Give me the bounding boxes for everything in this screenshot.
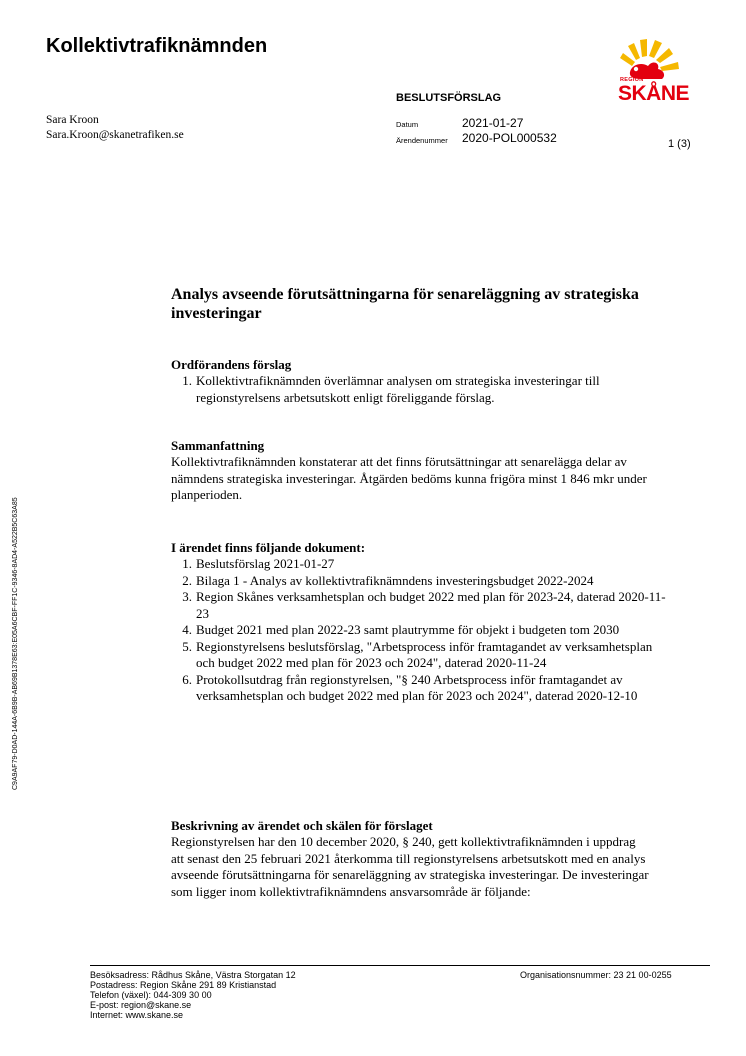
list-item	[171, 622, 671, 639]
description-text: Regionstyrelsen har den 10 december 2020, § 240, gett kollektivtrafiknämnden i uppdrag att senast den 25 februari 2021 återkomma till regionstyrelsens arbetsutskott med en analys avseende förutsättningarna för senareläggning av strategiska investeringar. De investeringar som ligger inom kollektivtrafiknämndens ansvarsområde är följande:	[171, 834, 649, 899]
date-label: Datum	[396, 120, 419, 129]
summary-text: Kollektivtrafiknämnden konstaterar att det finns förutsättningar att senarelägga delar av nämndens strategiska investeringar. Åtgärden bedöms kunna frigöra minst 1 846 mkr under planperioden.	[171, 454, 647, 502]
author-email: Sara.Kroon@skanetrafiken.se	[46, 129, 184, 141]
proposal-title: Ordförandens förslag	[171, 357, 292, 372]
list-item	[171, 639, 671, 672]
logo-region-text: REGION	[620, 77, 644, 83]
author-name: Sara Kroon	[46, 114, 99, 126]
list-item	[171, 373, 671, 406]
list-item	[171, 556, 671, 573]
case-number-label: Ärendenummer	[396, 136, 448, 145]
footer-website: Internet: www.skane.se	[90, 1010, 184, 1020]
list-item-number: 6.	[182, 671, 192, 687]
main-heading: Analys avseende förutsättningarna för senareläggning av strategiska investeringar	[171, 286, 639, 322]
org-title: Kollektivtrafiknämnden	[46, 35, 268, 57]
list-item	[171, 573, 671, 590]
list-item	[171, 589, 671, 622]
doc-type: BESLUTSFÖRSLAG	[396, 92, 502, 104]
footer-visit-address: Besöksadress: Rådhus Skåne, Västra Storgatan 12	[90, 970, 296, 980]
list-item-number: 4.	[182, 622, 192, 637]
list-item-text: Kollektivtrafiknämnden överlämnar analysen om strategiska investeringar till regionstyrelsens arbetsutskott enligt föreliggande förslag.	[196, 373, 600, 405]
description-title: Beskrivning av ärendet och skälen för förslaget	[171, 818, 433, 833]
list-item-number: 1.	[182, 373, 192, 388]
footer-divider	[90, 965, 710, 966]
documents-title: I ärendet finns följande dokument:	[171, 540, 366, 555]
footer-org-number: Organisationsnummer: 23 21 00-0255	[520, 970, 672, 980]
list-item-number: 1.	[182, 556, 192, 571]
list-item-text: Beslutsförslag 2021-01-27	[196, 556, 335, 571]
logo-skane-text: SKÅNE	[618, 82, 690, 105]
list-item-text: Budget 2021 med plan 2022-23 samt plautrymme för objekt i budgeten tom 2030	[196, 622, 620, 637]
list-item-number: 3.	[182, 589, 192, 604]
proposal-list	[171, 373, 671, 406]
list-item-text: Regionstyrelsens beslutsförslag, "Arbetsprocess inför framtagandet av verksamhetsplan och budget 2022 med plan för 2023 och 2024", daterad 2020-11-24	[196, 638, 653, 670]
list-item-text: Bilaga 1 - Analys av kollektivtrafiknämndens investeringsbudget 2022-2024	[196, 572, 594, 588]
list-item-number: 5.	[182, 638, 192, 654]
date-value: 2021-01-27	[462, 116, 524, 130]
list-item-text: Region Skånes verksamhetsplan och budget 2022 med plan för 2023-24, daterad 2020-11-23	[196, 589, 666, 621]
footer-email: E-post: region@skane.se	[90, 1000, 192, 1010]
footer-phone: Telefon (växel): 044-309 30 00	[90, 990, 212, 1000]
page-number: 1 (3)	[668, 138, 691, 150]
document-side-code: C9A9AF79-D0AD-144A-6B9B-AB69B1378E63:E05A6CBF-FF1C-9346-8AD4-A522B5C63A85	[12, 497, 19, 790]
case-number-value: 2020-POL000532	[462, 131, 557, 145]
list-item-text: Protokollsutdrag från regionstyrelsen, "§ 240 Arbetsprocess inför framtagandet av verksamhetsplan och budget 2022 med plan för 2023 och 2024", daterad 2020-12-10	[196, 671, 638, 703]
documents-list	[171, 556, 671, 705]
summary-title: Sammanfattning	[171, 438, 265, 453]
list-item	[171, 672, 671, 705]
list-item-number: 2.	[182, 572, 192, 588]
footer-postal-address: Postadress: Region Skåne 291 89 Kristianstad	[90, 980, 277, 990]
